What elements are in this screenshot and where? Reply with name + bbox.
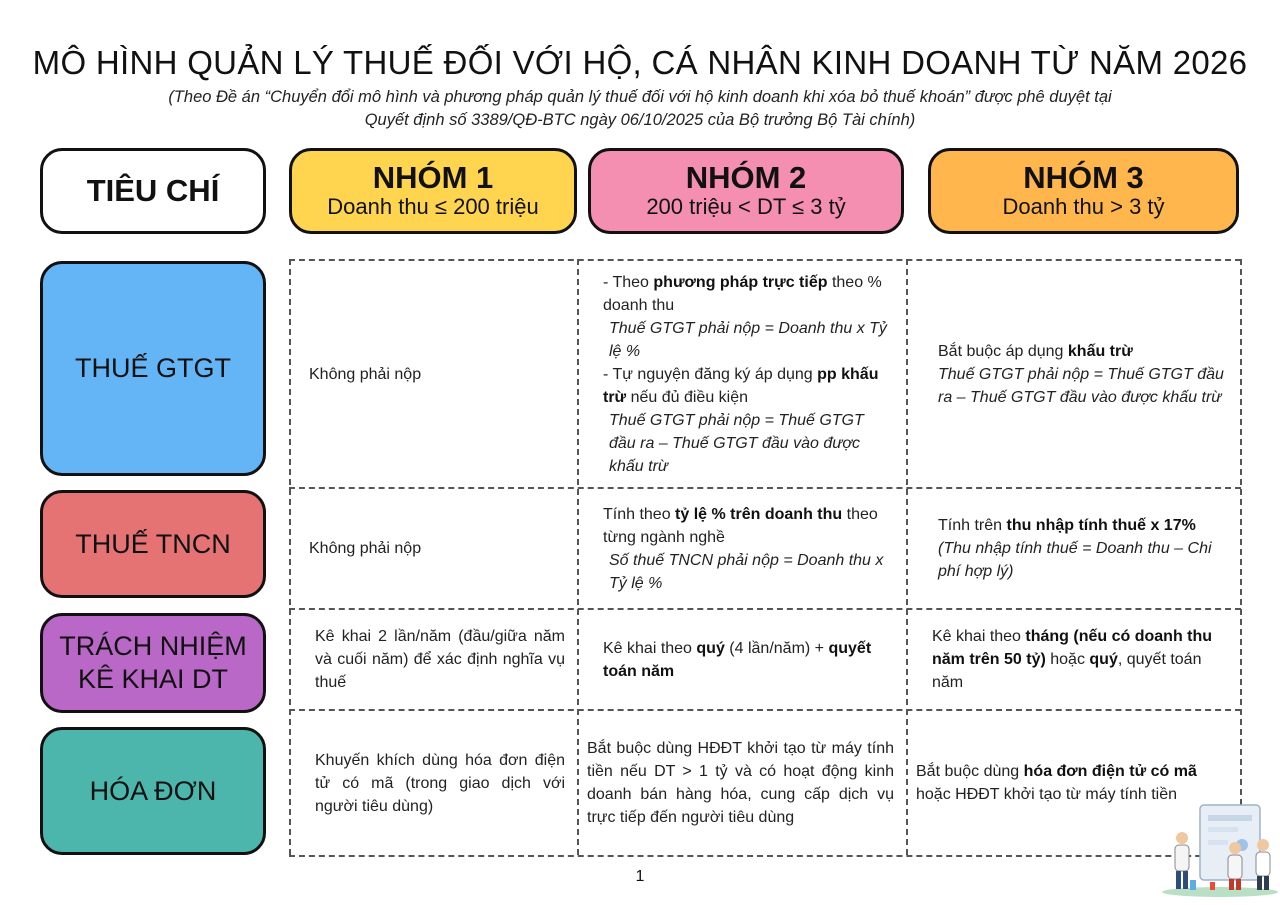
group-2-range: 200 triệu < DT ≤ 3 tỷ: [646, 194, 846, 219]
tncn-group1-text: Không phải nộp: [309, 540, 422, 557]
gtgt-group2-item-a: [587, 271, 894, 317]
subtitle-line-1: (Theo Đề án “Chuyển đổi mô hình và phương pháp quản lý thuế đối với hộ kinh doanh khi xóa bỏ thuế khoán” được phê duyệt tại: [168, 88, 1112, 106]
gtgt-g3-bold: khấu trừ: [1067, 342, 1133, 360]
tncn-g3-formula: (Thu nhập tính thuế = Doanh thu – Chi phí hợp lý): [938, 540, 1212, 580]
kekhai-g2-pre: Kê khai theo: [603, 639, 697, 657]
gtgt-g2-a-bold: phương pháp trực tiếp: [653, 273, 828, 291]
cell-kekhai-group3: [908, 610, 1238, 709]
gtgt-group3-main: [916, 340, 1226, 363]
tncn-g2-formula: Số thuế TNCN phải nộp = Doanh thu x Tỷ lệ %: [609, 551, 884, 592]
page-number: 1: [635, 868, 645, 885]
kekhai-g3-post: , quyết toán năm: [932, 651, 1202, 691]
gtgt-group2-item-b: [587, 363, 894, 409]
gtgt-g2-a-post: theo % doanh thu: [603, 273, 882, 314]
gtgt-g2-a-pre: - Theo: [603, 273, 654, 291]
group-1-name: NHÓM 1: [372, 160, 494, 195]
kekhai-g2-bold2: quyết toán năm: [603, 639, 872, 680]
tncn-g2-pre: Tính theo: [603, 505, 676, 523]
grid-line: [289, 855, 1241, 857]
kekhai-g2-mid: (4 lần/năm) +: [724, 639, 829, 657]
group-2-name: NHÓM 2: [685, 160, 807, 195]
kekhai-group3-text: [916, 625, 1226, 694]
kekhai-group1-text: Kê khai 2 lần/năm (đầu/giữa năm và cuối năm) để xác định nghĩa vụ thuế: [315, 628, 565, 691]
grid-line: [1240, 259, 1242, 855]
group-3-name: NHÓM 3: [1023, 160, 1144, 195]
gtgt-g3-pre: Bắt buộc áp dụng: [938, 342, 1068, 360]
cell-hoadon-group2: [579, 711, 904, 855]
hoadon-group2-text: Bắt buộc dùng HĐĐT khởi tạo từ máy tính tiền nếu DT > 1 tỷ và có hoạt động kinh doanh bán hàng hóa, cung cấp dịch vụ trực tiếp đến người tiêu dùng: [587, 740, 894, 826]
gtgt-g2-b-formula: Thuế GTGT phải nộp = Thuế GTGT đầu ra – Thuế GTGT đầu vào được khấu trừ: [609, 411, 864, 475]
tncn-group3-main: [916, 514, 1226, 537]
criteria-header-label: TIÊU CHÍ: [86, 173, 220, 208]
row-label-gtgt: [40, 261, 266, 476]
cell-kekhai-group2: [579, 610, 904, 709]
kekhai-g3-pre: Kê khai theo: [932, 628, 1026, 645]
row-label-hoadon: [40, 727, 266, 855]
tncn-g3-bold: thu nhập tính thuế x 17%: [1006, 517, 1196, 534]
tncn-group2-main: [587, 503, 894, 549]
team-illustration-icon: [1160, 800, 1280, 900]
row-label-kekhai-line2: KÊ KHAI DT: [77, 664, 229, 694]
cell-gtgt-group3: [908, 261, 1238, 487]
cell-tncn-group2: [579, 489, 904, 608]
tncn-g2-bold: tỷ lệ % trên doanh thu: [675, 505, 843, 523]
criteria-header: [40, 148, 266, 234]
group-1-range: Doanh thu ≤ 200 triệu: [327, 194, 539, 219]
cell-kekhai-group1: [291, 610, 575, 709]
row-label-kekhai: [40, 613, 266, 713]
cell-gtgt-group1: [291, 261, 575, 487]
subtitle-line-2: Quyết định số 3389/QĐ-BTC ngày 06/10/2025 của Bộ trưởng Bộ Tài chính): [364, 111, 916, 129]
kekhai-group2-text: [587, 637, 894, 683]
row-label-tncn: [40, 490, 266, 598]
hoadon-g3-post: hoặc HĐĐT khởi tạo từ máy tính tiền: [916, 786, 1178, 803]
tncn-g3-pre: Tính trên: [938, 517, 1007, 534]
gtgt-g2-b-post: nếu đủ điều kiện: [626, 388, 749, 406]
row-label-tncn-text: THUẾ TNCN: [75, 528, 231, 559]
row-label-gtgt-text: THUẾ GTGT: [75, 353, 231, 383]
gtgt-group1-text: Không phải nộp: [309, 365, 422, 383]
cell-tncn-group1: [291, 489, 575, 608]
cell-hoadon-group1: [291, 711, 575, 855]
tncn-g2-post: theo từng ngành nghề: [603, 505, 878, 546]
cell-tncn-group3: [908, 489, 1238, 608]
cell-gtgt-group2: [579, 261, 904, 487]
kekhai-g3-bold1: tháng (nếu có doanh thu năm trên 50 tỷ): [932, 628, 1213, 668]
hoadon-g3-pre: Bắt buộc dùng: [916, 763, 1024, 780]
group-2-header: [588, 148, 904, 234]
group-3-header: [928, 148, 1239, 234]
kekhai-g3-bold2: quý: [1089, 651, 1118, 668]
kekhai-g3-mid: hoặc: [1045, 651, 1090, 668]
hoadon-group1-text: Khuyến khích dùng hóa đơn điện tử có mã (trong giao dịch với người tiêu dùng): [315, 751, 565, 815]
gtgt-g2-b-bold: pp khấu trừ: [603, 365, 879, 406]
gtgt-g2-b-pre: - Tự nguyện đăng ký áp dụng: [603, 365, 818, 383]
kekhai-g2-bold1: quý: [696, 639, 725, 657]
page-title: MÔ HÌNH QUẢN LÝ THUẾ ĐỐI VỚI HỘ, CÁ NHÂN KINH DOANH TỪ NĂM 2026: [32, 44, 1248, 81]
group-1-header: [289, 148, 577, 234]
page-subtitle: [80, 86, 1200, 132]
hoadon-g3-bold: hóa đơn điện tử có mã: [1023, 763, 1197, 780]
row-label-hoadon-text: HÓA ĐƠN: [89, 775, 217, 806]
group-3-range: Doanh thu > 3 tỷ: [1002, 194, 1165, 219]
gtgt-g3-formula: Thuế GTGT phải nộp = Thuế GTGT đầu ra – Thuế GTGT đầu vào được khấu trừ: [938, 365, 1224, 406]
gtgt-g2-a-formula: Thuế GTGT phải nộp = Doanh thu x Tỷ lệ %: [609, 319, 887, 360]
row-label-kekhai-line1: TRÁCH NHIỆM: [59, 631, 247, 661]
